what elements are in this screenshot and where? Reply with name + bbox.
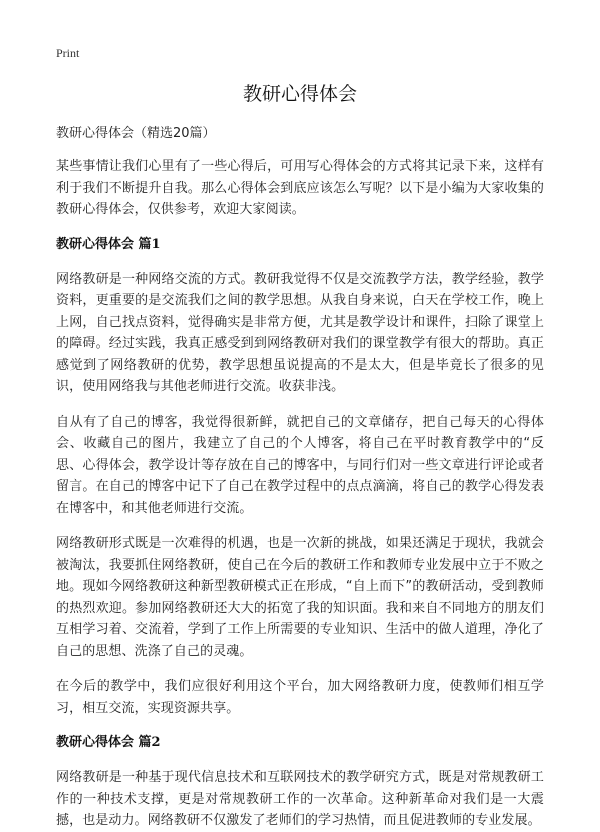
section-heading: 教研心得体会 篇2 [56, 735, 161, 750]
section-paragraph: 网络教研形式既是一次难得的机遇，也是一次新的挑战，如果还满足于现状，我就会被淘汰，我要抓住网络教研，使自己在今后的教研工作和教师专业发展中立于不败之地。现如今网络教研这种新型教研模式正在形成，“自上而下”的教研活动，受到教师的热烈欢迎。参加网络教研还大大的拓宽了我的知识面。我和来自不同地方的朋友们互相学习着、交流着，学到了工作上所需要的专业知识、生活中的做人道理，净化了自己的思想、洗涤了自己的灵魂。 [56, 536, 544, 659]
page-title: 教研心得体会 [242, 83, 357, 105]
section-1 [56, 235, 544, 720]
section-paragraph: 网络教研是一种网络交流的方式。教研我觉得不仅是交流教学方法，教学经验，教学资料，更重要的是交流我们之间的教学思想。从我自身来说，白天在学校工作，晚上上网，自己找点资料，觉得确实是非常方便，尤其是教学设计和课件，扫除了课堂上的障碍。经过实践，我真正感受到到网络教研对我们的课堂教学有很大的帮助。真正感觉到了网络教研的优势，教学思想虽说提高的不是太大，但是毕竟长了很多的见识，使用网络我与其他老师进行交流。收获非浅。 [56, 271, 544, 394]
section-2 [56, 733, 544, 832]
section-paragraph: 在今后的教学中，我们应很好利用这个平台，加大网络教研力度，使教师们相互学习，相互交流，实现资源共享。 [56, 679, 544, 716]
print-link[interactable]: Print [56, 46, 80, 60]
document-subtitle: 教研心得体会（精选20篇） [56, 126, 216, 141]
section-paragraph: 网络教研是一种基于现代信息技术和互联网技术的教学研究方式，既是对常规教研工作的一种技术支撑，更是对常规教研工作的一次革命。这种新革命对我们是一大震撼，也是动力。网络教研不仅激发了老师们的学习热情，而且促进教师的专业发展。 [56, 770, 544, 828]
section-paragraph: 自从有了自己的博客，我觉得很新鲜，就把自己的文章储存，把自己每天的心得体会、收藏自己的图片，我建立了自己的个人博客，将自己在平时教育教学中的“反思、心得体会，教学设计等存放在自己的博客中，与同行们对一些文章进行评论或者留言。在自己的博客中记下了自己在教学过程中的点点滴滴，将自己的教学心得发表在博客中，和其他老师进行交流。 [56, 414, 544, 516]
section-heading: 教研心得体会 篇1 [56, 236, 161, 252]
intro-paragraph: 某些事情让我们心里有了一些心得后，可用写心得体会的方式将其记录下来，这样有利于我们不断提升自我。那么心得体会到底应该怎么写呢？以下是小编为大家收集的教研心得体会，仅供参考，欢迎大家阅读。 [56, 159, 544, 217]
